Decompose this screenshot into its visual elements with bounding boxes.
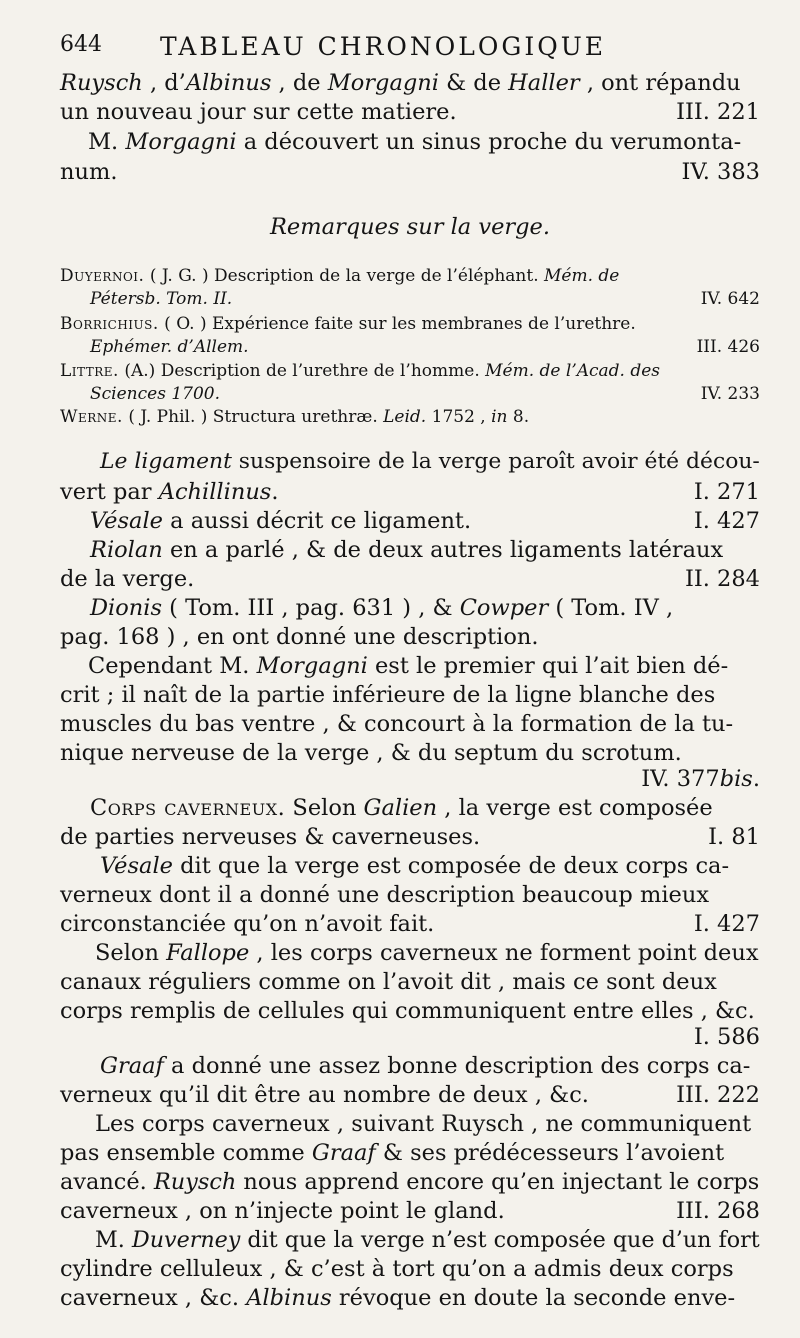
reference: III. 221 — [676, 99, 760, 125]
text-line: cylindre celluleux , & c’est à tort qu’on a admis deux corps — [60, 1256, 734, 1282]
reference: I. 586 — [693, 1024, 760, 1050]
text-line: pas ensemble comme Graaf & ses prédécesseurs l’avoient — [60, 1140, 725, 1166]
running-header — [60, 34, 760, 64]
bibliography-entry: Pétersb. Tom. II. IV. 642 — [90, 289, 760, 309]
reference: I. 81 — [708, 824, 760, 850]
text-line: caverneux , on n’injecte point le gland. III. 268 — [60, 1198, 760, 1224]
text-line: nique nerveuse de la verge , & du septum du scrotum. — [60, 740, 682, 766]
text-line: corps remplis de cellules qui communiquent entre elles , &c. — [60, 998, 755, 1024]
text-line: Vésale a aussi décrit ce ligament. I. 427 — [90, 508, 760, 534]
text-line: Riolan en a parlé , & de deux autres ligaments latéraux — [90, 537, 724, 563]
text-line: M. Morgagni a découvert un sinus proche du verumonta- — [88, 129, 742, 155]
reference: I. 427 — [693, 508, 760, 534]
reference: IV. 642 — [700, 289, 760, 309]
section-subheading: Remarques sur la verge. — [269, 214, 551, 240]
text-line: vert par Achillinus. I. 271 — [60, 479, 760, 505]
text-line: M. Duverney dit que la verge n’est composée que d’un fort — [95, 1227, 760, 1253]
text-line: Corps caverneux. Selon Galien , la verge est composée — [90, 795, 713, 821]
reference: III. 222 — [676, 1082, 760, 1108]
reference: III. 268 — [676, 1198, 760, 1224]
text-line: Dionis ( Tom. III , pag. 631 ) , & Cowper ( Tom. IV , — [90, 595, 674, 621]
text-line: pag. 168 ) , en ont donné une description. — [60, 624, 539, 650]
text-line: crit ; il naît de la partie inférieure de la ligne blanche des — [60, 682, 716, 708]
reference: I. 427 — [693, 911, 760, 937]
text-line: Le ligament suspensoire de la verge paroît avoir été décou- — [100, 449, 760, 474]
text-line: Selon Fallope , les corps caverneux ne forment point deux — [95, 940, 759, 966]
text-line: Ruysch , d’Albinus , de Morgagni & de Haller , ont répandu — [60, 70, 741, 96]
text-line: circonstanciée qu’on n’avoit fait. I. 427 — [60, 911, 760, 937]
reference: IV. 383 — [681, 159, 760, 185]
text-line: Les corps caverneux , suivant Ruysch , ne communiquent — [95, 1111, 752, 1137]
text-line: de la verge. II. 284 — [60, 566, 760, 592]
bibliography-entry: Littre. (A.) Description de l’urethre de l’homme. Mém. de l’Acad. des — [60, 361, 661, 381]
text-line: caverneux , &c. Albinus révoque en doute la seconde enve- — [60, 1285, 736, 1311]
text-line: Vésale dit que la verge est composée de deux corps ca- — [100, 853, 730, 879]
bibliography-entry: Werne. ( J. Phil. ) Structura urethræ. Leid. 1752 , in 8. — [60, 407, 530, 427]
text-line: verneux dont il a donné une description beaucoup mieux — [60, 882, 710, 908]
reference: II. 284 — [684, 566, 760, 592]
text-line: Graaf a donné une assez bonne description des corps ca- — [100, 1053, 751, 1079]
text-line: muscles du bas ventre , & concourt à la formation de la tu- — [60, 711, 734, 737]
reference: III. 426 — [696, 337, 760, 357]
text-line: un nouveau jour sur cette matiere. III. 221 — [60, 99, 760, 125]
text-line: verneux qu’il dit être au nombre de deux , &c. III. 222 — [60, 1082, 760, 1108]
text-line: Cependant M. Morgagni est le premier qui l’ait bien dé- — [88, 653, 729, 679]
text-line: avancé. Ruysch nous apprend encore qu’en injectant le corps — [60, 1169, 760, 1195]
text-line: num. IV. 383 — [60, 159, 760, 185]
page-number: 644 — [60, 32, 102, 57]
bibliography-entry: Ephémer. d’Allem. III. 426 — [90, 337, 760, 357]
text-line: canaux réguliers comme on l’avoit dit , mais ce sont deux — [60, 969, 717, 995]
reference: IV. 233 — [700, 384, 760, 404]
bibliography-entry: Borrichius. ( O. ) Expérience faite sur les membranes de l’urethre. — [60, 314, 636, 334]
text-line: de parties nerveuses & caverneuses. I. 81 — [60, 824, 760, 850]
running-title: TABLEAU CHRONOLOGIQUE — [160, 32, 607, 61]
reference: IV. 377bis. — [641, 766, 760, 792]
reference: I. 271 — [693, 479, 760, 505]
bibliography-entry: Sciences 1700. IV. 233 — [90, 384, 760, 404]
bibliography-entry: Duyernoi. ( J. G. ) Description de la verge de l’éléphant. Mém. de — [60, 266, 620, 286]
